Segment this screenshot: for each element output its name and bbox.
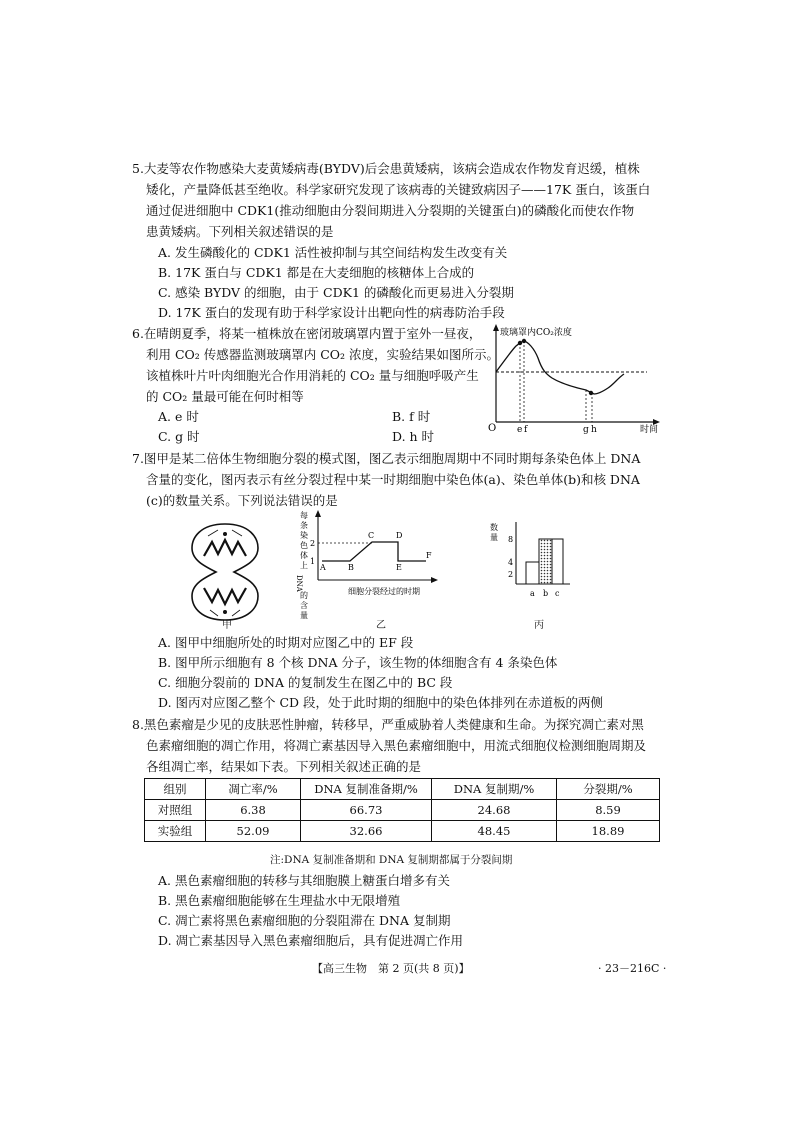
svg-text:量: 量 [300, 611, 308, 620]
svg-text:DNA: DNA [295, 575, 303, 592]
q6-tick-g: g [583, 425, 589, 434]
table-cell: 18.89 [557, 821, 660, 842]
q8-option-d: D. 凋亡素基因导入黑色素瘤细胞后，具有促进凋亡作用 [158, 933, 464, 948]
fig-bing-label-c: c [555, 589, 560, 598]
q5-stem-line-4: 患黄矮病。下列相关叙述错误的是 [146, 224, 334, 239]
fig-jia-dividing-cell [188, 520, 262, 626]
q5-option-a: A. 发生磷酸化的 CDK1 活性被抑制与其空间结构发生改变有关 [158, 245, 508, 260]
q6-stem-line-4: 的 CO₂ 量最可能在何时相等 [146, 389, 304, 404]
table-header-cell: 分裂期/% [557, 779, 660, 800]
table-cell: 实验组 [145, 821, 206, 842]
q8-option-b: B. 黑色素瘤细胞能够在生理盐水中无限增殖 [158, 893, 401, 908]
svg-text:含: 含 [300, 601, 308, 610]
svg-text:染: 染 [300, 531, 308, 540]
q8-stem-line-1: 8.黑色素瘤是少见的皮肤恶性肿瘤，转移早，严重威胁着人类健康和生命。为探究凋亡素对黑 [132, 717, 644, 732]
q8-results-table [144, 778, 660, 842]
table-cell: 8.59 [557, 800, 660, 821]
fig-yi-point-a: A [320, 563, 326, 572]
fig-yi-point-d: D [396, 531, 403, 540]
svg-text:色: 色 [300, 541, 308, 550]
q5-stem-line-2: 矮化，产量降低甚至绝收。科学家研究发现了该病毒的关键致病因子——17K 蛋白，该蛋白 [146, 182, 651, 197]
table-header-cell: DNA 复制准备期/% [301, 779, 432, 800]
svg-text:上: 上 [300, 561, 308, 570]
q6-stem-line-3: 该植株叶片叶肉细胞光合作用消耗的 CO₂ 量与细胞呼吸产生 [146, 368, 479, 383]
q7-option-d: D. 图丙对应图乙整个 CD 段，处于此时期的细胞中的染色体排列在赤道板的两侧 [158, 695, 604, 710]
q6-stem-line-1: 6.在晴朗夏季，将某一植株放在密闭玻璃罩内置于室外一昼夜， [132, 326, 482, 341]
fig-yi-caption: 乙 [376, 620, 386, 631]
table-header-cell: 组别 [145, 779, 206, 800]
fig-bing-ytick-8: 8 [508, 535, 514, 544]
fig-bing-ylabel-1: 数 [490, 523, 498, 532]
q6-option-c: C. g 时 [158, 429, 200, 444]
point-h [589, 391, 593, 395]
q6-co2-graph [482, 322, 662, 434]
fig-bing-bar-b [539, 539, 552, 584]
fig-yi-point-e: E [396, 563, 402, 572]
q6-option-b: B. f 时 [392, 409, 431, 424]
fig-yi-ytick-1: 1 [310, 557, 316, 566]
q6-tick-h: h [591, 425, 597, 434]
q8-option-a: A. 黑色素瘤细胞的转移与其细胞膜上糖蛋白增多有关 [158, 873, 450, 888]
fig-bing-label-b: b [543, 589, 549, 598]
fig-bing-label-a: a [530, 589, 535, 598]
fig-bing-ytick-2: 2 [508, 570, 514, 579]
table-header-cell: 凋亡率/% [206, 779, 301, 800]
q6-graph-xlabel: 时间 [640, 425, 659, 434]
q6-tick-e: e [517, 425, 523, 434]
co2-curve [496, 341, 624, 394]
footer-code: · 23－216C · [598, 962, 667, 975]
table-cell: 对照组 [145, 800, 206, 821]
fig-bing-ytick-4: 4 [508, 558, 514, 567]
q5-stem-line-1: 5.大麦等农作物感染大麦黄矮病毒(BYDV)后会患黄矮病，该病会造成农作物发育迟缓，植株 [132, 161, 640, 176]
fig-bing-bar-c [552, 539, 563, 584]
table-row [145, 800, 660, 821]
q7-stem-line-1: 7.图甲是某二倍体生物细胞分裂的模式图，图乙表示细胞周期中不同时期每条染色体上 DNA [132, 451, 641, 466]
q5-option-d: D. 17K 蛋白的发现有助于科学家设计出靶向性的病毒防治手段 [158, 305, 505, 320]
q8-option-c: C. 凋亡素将黑色素瘤细胞的分裂阻滞在 DNA 复制期 [158, 913, 451, 928]
q6-graph-origin: O [488, 423, 497, 434]
fig-yi-ylabel-part: 每 [300, 511, 308, 520]
q6-tick-f: f [524, 425, 528, 434]
q6-option-a: A. e 时 [158, 409, 199, 424]
svg-text:体: 体 [300, 551, 308, 560]
chromosomes-top [204, 540, 246, 556]
table-cell: 6.38 [206, 800, 301, 821]
fig-yi-point-c: C [368, 531, 375, 540]
fig-jia-caption: 甲 [222, 620, 232, 631]
table-cell: 52.09 [206, 821, 301, 842]
table-header-cell: DNA 复制期/% [432, 779, 557, 800]
footer-page-info: 【高三生物 第 2 页(共 8 页)】 [312, 962, 470, 975]
fig-bing-caption: 丙 [534, 620, 544, 631]
q7-option-c: C. 细胞分裂前的 DNA 的复制发生在图乙中的 BC 段 [158, 675, 453, 690]
q8-stem-line-3: 各组凋亡率，结果如下表。下列相关叙述正确的是 [146, 759, 422, 774]
q6-stem-line-2: 利用 CO₂ 传感器监测玻璃罩内 CO₂ 浓度，实验结果如图所示。 [146, 347, 500, 362]
table-cell: 66.73 [301, 800, 432, 821]
q8-stem-line-2: 色素瘤细胞的凋亡作用，将凋亡素基因导入黑色素瘤细胞中，用流式细胞仪检测细胞周期及 [146, 738, 647, 753]
q7-stem-line-3: (c)的数量关系。下列说法错误的是 [146, 493, 338, 508]
q7-option-b: B. 图甲所示细胞有 8 个核 DNA 分子，该生物的体细胞含有 4 条染色体 [158, 655, 558, 670]
q5-stem-line-3: 通过促进细胞中 CDK1(推动细胞由分裂间期进入分裂期的关键蛋白)的磷酸化而使农作物 [146, 203, 635, 218]
fig-yi-dna-graph [290, 506, 450, 628]
table-cell: 48.45 [432, 821, 557, 842]
q7-option-a: A. 图甲中细胞所处的时期对应图乙中的 EF 段 [158, 635, 414, 650]
q8-table-note: 注:DNA 复制准备期和 DNA 复制期都属于分裂间期 [270, 854, 513, 866]
q6-option-d: D. h 时 [392, 429, 435, 444]
fig-yi-point-f: F [426, 551, 432, 560]
table-cell: 24.68 [432, 800, 557, 821]
fig-bing-bar-a [526, 562, 539, 584]
q5-option-c: C. 感染 BYDV 的细胞，由于 CDK1 的磷酸化而更易进入分裂期 [158, 285, 514, 300]
fig-yi-curve [322, 542, 426, 561]
q5-option-b: B. 17K 蛋白与 CDK1 都是在大麦细胞的核糖体上合成的 [158, 265, 475, 280]
fig-bing-ylabel-2: 量 [490, 533, 498, 542]
table-row [145, 821, 660, 842]
fig-yi-xlabel: 细胞分裂经过的时期 [348, 587, 420, 596]
fig-yi-point-b: B [348, 563, 354, 572]
table-header-row [145, 779, 660, 800]
fig-bing-bar-chart [486, 518, 576, 604]
fig-yi-ytick-2: 2 [310, 539, 316, 548]
svg-text:的: 的 [300, 591, 308, 600]
table-cell: 32.66 [301, 821, 432, 842]
svg-text:条: 条 [300, 521, 308, 530]
q7-stem-line-2: 含量的变化，图丙表示有丝分裂过程中某一时期细胞中染色体(a)、染色单体(b)和核 DNA [146, 472, 640, 487]
chromosomes-bottom [204, 588, 246, 604]
q6-graph-ylabel: 玻璃罩内CO₂浓度 [500, 328, 572, 338]
